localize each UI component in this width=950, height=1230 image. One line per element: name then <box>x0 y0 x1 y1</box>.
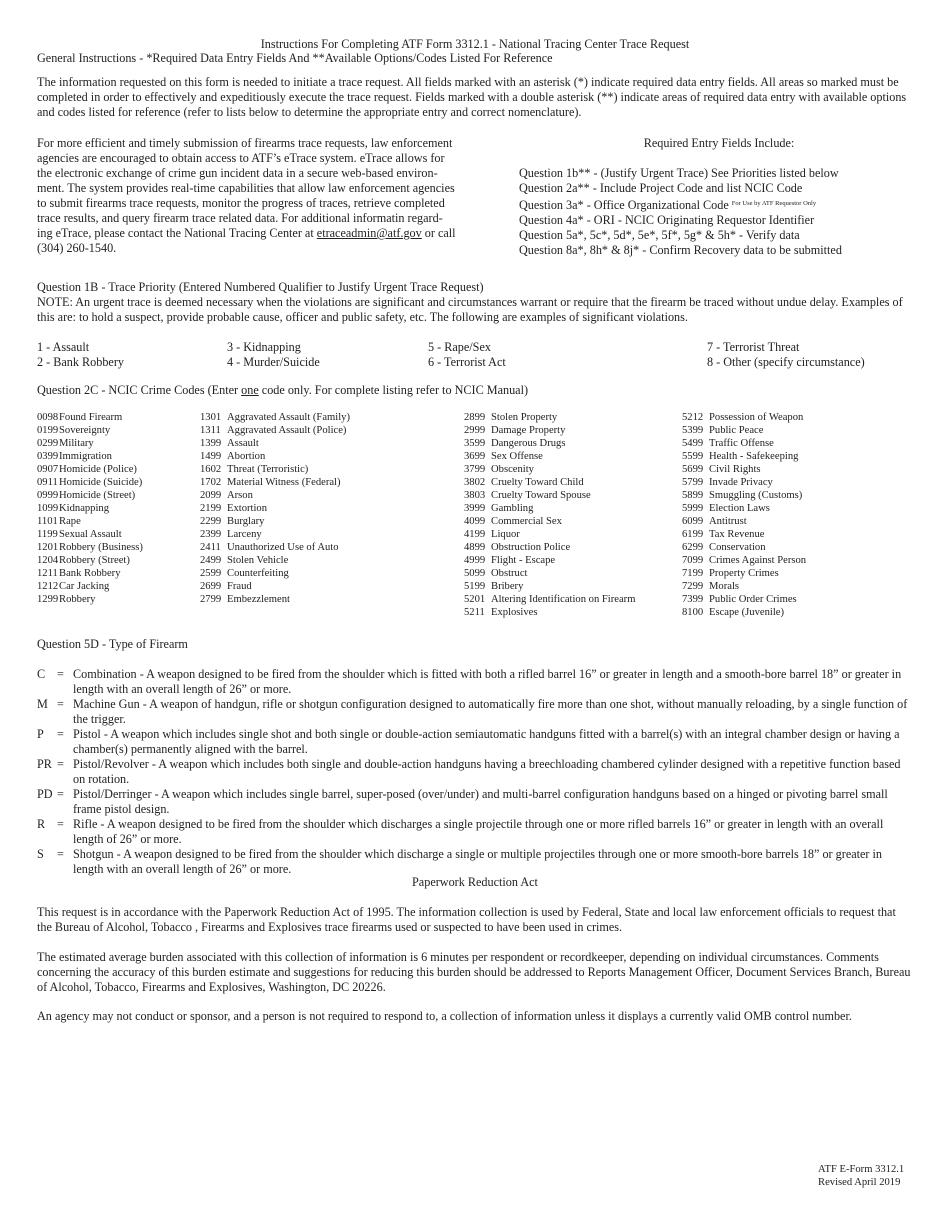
ncic-code-description: Counterfeiting <box>227 568 289 579</box>
ncic-code-description: Extortion <box>227 503 268 514</box>
intro-paragraph: The information requested on this form is needed to initiate a trace request. All fields marked with an asterisk (*) indicate required data entry fields. All areas so marked must be completed in order to effectively and expeditiously execute the trace request. Fields marked with a double asterisk (**) indicate areas of required data entry with available options and codes listed for reference (refer to lists below to determine the appropriate entry and correct nomenclature). <box>37 75 907 119</box>
ncic-code-description: Possession of Weapon <box>709 412 804 423</box>
ncic-code-number: 2411 <box>200 542 221 553</box>
ncic-code-description: Damage Property <box>491 425 566 436</box>
ncic-code-description: Commercial Sex <box>491 516 562 527</box>
ncic-code-row <box>682 502 806 515</box>
ncic-code-description: Embezzlement <box>227 594 290 605</box>
ncic-code-description: Stolen Vehicle <box>227 555 289 566</box>
ncic-code-number: 5099 <box>464 568 486 579</box>
priority-column <box>428 340 506 370</box>
ncic-code-row <box>37 411 143 424</box>
ncic-code-number: 1301 <box>200 412 222 423</box>
ncic-code-description: Arson <box>227 490 253 501</box>
omb-paragraph: An agency may not conduct or sponsor, and a person is not required to respond to, a collection of information unless it displays a currently valid OMB control number. <box>37 1009 852 1023</box>
ncic-code-number: 7199 <box>682 568 704 579</box>
firearm-type-equals: = <box>57 787 64 801</box>
required-field-item: Question 8a*, 8h* & 8j* - Confirm Recovery data to be submitted <box>519 243 842 257</box>
ncic-code-number: 5399 <box>682 425 704 436</box>
firearm-type-equals: = <box>57 727 64 741</box>
priority-item: 4 - Murder/Suicide <box>227 355 320 369</box>
firearm-type-equals: = <box>57 697 64 711</box>
priority-item: 8 - Other (specify circumstance) <box>707 355 865 369</box>
ncic-code-number: 0098 <box>37 412 59 423</box>
ncic-heading-text: code only. For complete listing refer to NCIC Manual) <box>258 383 529 397</box>
ncic-code-number: 7299 <box>682 581 704 592</box>
firearm-type-code: C <box>37 667 46 681</box>
ncic-code-number: 1602 <box>200 464 222 475</box>
firearm-type-code: R <box>37 817 46 831</box>
burden-paragraph: The estimated average burden associated with this collection of information is 6 minutes per respondent or recordkeeper, depending on individual circumstances. Comments concerning the accuracy of this burden estimate and suggestions for reducing this burden should be addressed to Reports Management Officer, Document Services Branch, Bureau of Alcohol, Tobacco, Firearms and Explosives, Washington, DC 20226. <box>37 950 911 994</box>
ncic-code-column <box>464 411 635 619</box>
ncic-code-description: Sex Offense <box>491 451 543 462</box>
etrace-call-text: or call <box>421 226 456 240</box>
ncic-code-number: 1299 <box>37 594 59 605</box>
ncic-code-description: Aggravated Assault (Family) <box>227 412 350 423</box>
paperwork-reduction-title: Paperwork Reduction Act <box>412 875 538 889</box>
firearm-type-code-cell <box>37 727 71 742</box>
ncic-code-row <box>682 554 806 567</box>
firearm-type-heading: Question 5D - Type of Firearm <box>37 637 188 651</box>
priority-column <box>707 340 865 370</box>
firearm-type-description: Machine Gun - A weapon of handgun, rifle or shotgun configuration designed to automatically fire more than one shot, without manually reloading, by a single function of the trigger. <box>73 697 908 726</box>
ncic-code-row <box>464 476 635 489</box>
ncic-code-description: Antitrust <box>709 516 747 527</box>
firearm-type-code: M <box>37 697 48 711</box>
ncic-code-row <box>37 515 143 528</box>
required-field-item: Question 2a** - Include Project Code and list NCIC Code <box>519 181 803 195</box>
ncic-heading-text: Question 2C - NCIC Crime Codes (Enter <box>37 383 242 397</box>
ncic-code-description: Abortion <box>227 451 266 462</box>
firearm-type-description: Pistol/Revolver - A weapon which includes both single and double-action handguns having a breechloading chambered cylinder designed with a repetitive function based on rotation. <box>73 757 901 786</box>
ncic-code-row <box>682 528 806 541</box>
etrace-email-link[interactable]: etraceadmin@atf.gov <box>316 226 422 240</box>
ncic-code-column <box>200 411 350 606</box>
ncic-code-number: 4099 <box>464 516 486 527</box>
ncic-code-row <box>37 450 143 463</box>
ncic-code-row <box>37 541 143 554</box>
etrace-phone: (304) 260-1540. <box>37 241 117 255</box>
ncic-code-number: 2499 <box>200 555 222 566</box>
ncic-code-row <box>37 567 143 580</box>
etrace-line <box>37 226 471 241</box>
ncic-code-number: 1099 <box>37 503 59 514</box>
ncic-code-description: Stolen Property <box>491 412 558 423</box>
firearm-type-list <box>37 667 913 877</box>
ncic-code-row <box>200 541 350 554</box>
trace-priority-heading: Question 1B - Trace Priority (Entered Numbered Qualifier to Justify Urgent Trace Request) <box>37 280 484 294</box>
etrace-line: agencies are encouraged to obtain access to ATF’s eTrace system. eTrace allows for <box>37 151 445 165</box>
firearm-type-code-cell <box>37 847 71 862</box>
trace-priority-note: NOTE: An urgent trace is deemed necessary when the violations are significant and circumstances warrant or require that the firearm be traced without undue delay. Examples of this are: to hold a suspect, provide probable cause, officer and public safety, etc. The following are examples of significant violations. <box>37 295 903 324</box>
ncic-code-row <box>682 567 806 580</box>
ncic-code-description: Unauthorized Use of Auto <box>227 542 339 553</box>
ncic-code-row <box>464 606 635 619</box>
ncic-code-description: Crimes Against Person <box>709 555 807 566</box>
ncic-code-row <box>682 541 806 554</box>
ncic-code-row <box>200 463 350 476</box>
ncic-code-number: 5212 <box>682 412 704 423</box>
ncic-code-number: 1204 <box>37 555 59 566</box>
ncic-code-description: Bribery <box>491 581 524 592</box>
ncic-code-row <box>464 437 635 450</box>
ncic-code-number: 4199 <box>464 529 486 540</box>
ncic-code-description: Public Order Crimes <box>709 594 797 605</box>
required-field-item: Question 1b** - (Justify Urgent Trace) See Priorities listed below <box>519 166 839 180</box>
required-field-item: Question 4a* - ORI - NCIC Originating Requestor Identifier <box>519 213 815 227</box>
ncic-code-number: 6099 <box>682 516 704 527</box>
trace-priority-section <box>37 280 913 325</box>
firearm-type-item <box>37 817 913 847</box>
ncic-code-description: Aggravated Assault (Police) <box>227 425 347 436</box>
firearm-type-code: S <box>37 847 44 861</box>
ncic-code-description: Burglary <box>227 516 265 527</box>
ncic-code-number: 5201 <box>464 594 486 605</box>
ncic-code-row <box>682 580 806 593</box>
ncic-code-row <box>682 515 806 528</box>
ncic-code-number: 1101 <box>37 516 58 527</box>
required-fields-title: Required Entry Fields Include: <box>643 136 795 150</box>
ncic-code-number: 3802 <box>464 477 486 488</box>
priority-item: 3 - Kidnapping <box>227 340 301 354</box>
etrace-contact-text: ing eTrace, please contact the National Tracing Center at <box>37 226 317 240</box>
ncic-code-row <box>200 411 350 424</box>
etrace-line: to submit firearms trace requests, monitor the progress of traces, retrieve completed <box>37 196 445 210</box>
ncic-code-number: 3999 <box>464 503 486 514</box>
ncic-code-number: 8100 <box>682 607 704 618</box>
ncic-code-row <box>464 489 635 502</box>
etrace-line: the electronic exchange of crime gun incident data in a secure web-based environ- <box>37 166 438 180</box>
ncic-code-number: 5499 <box>682 438 704 449</box>
ncic-code-description: Dangerous Drugs <box>491 438 566 449</box>
ncic-code-row <box>200 424 350 437</box>
ncic-code-description: Sexual Assault <box>59 529 122 540</box>
ncic-code-row <box>37 528 143 541</box>
ncic-code-description: Robbery (Business) <box>59 542 143 553</box>
ncic-code-number: 2399 <box>200 529 222 540</box>
ncic-code-description: Fraud <box>227 581 252 592</box>
ncic-code-description: Bank Robbery <box>59 568 121 579</box>
ncic-code-description: Car Jacking <box>59 581 110 592</box>
ncic-code-description: Conservation <box>709 542 766 553</box>
ncic-code-description: Found Firearm <box>59 412 123 423</box>
firearm-type-item <box>37 697 913 727</box>
firearm-type-code-cell <box>37 787 71 802</box>
firearm-type-code-cell <box>37 697 71 712</box>
ncic-code-description: Obstruct <box>491 568 528 579</box>
ncic-code-row <box>464 593 635 606</box>
priority-item: 2 - Bank Robbery <box>37 355 124 369</box>
ncic-code-number: 3599 <box>464 438 486 449</box>
ncic-code-row <box>200 476 350 489</box>
ncic-code-number: 1212 <box>37 581 59 592</box>
ncic-code-row <box>200 450 350 463</box>
ncic-code-number: 4899 <box>464 542 486 553</box>
ncic-code-description: Obstruction Police <box>491 542 571 553</box>
ncic-code-row <box>37 580 143 593</box>
ncic-code-number: 2099 <box>200 490 222 501</box>
ncic-code-row <box>37 593 143 606</box>
ncic-code-row <box>200 489 350 502</box>
firearm-type-description: Rifle - A weapon designed to be fired from the shoulder which discharges a single projectile through one or more rifled barrels 16” or greater in length with an overall length of 26” or more. <box>73 817 884 846</box>
etrace-line: For more efficient and timely submission of firearms trace requests, law enforcement <box>37 136 453 150</box>
ncic-code-description: Explosives <box>491 607 538 618</box>
ncic-code-number: 5999 <box>682 503 704 514</box>
ncic-code-row <box>464 450 635 463</box>
ncic-code-number: 2899 <box>464 412 486 423</box>
form-footer <box>818 1163 904 1189</box>
ncic-code-row <box>37 502 143 515</box>
priority-item: 7 - Terrorist Threat <box>707 340 800 354</box>
ncic-code-description: Threat (Terroristic) <box>227 464 309 475</box>
ncic-code-description: Robbery <box>59 594 96 605</box>
firearm-type-code-cell <box>37 817 71 832</box>
firearm-type-description: Pistol - A weapon which includes single shot and both single or double-action semiautomatic handguns fitted with a barrel(s) with an integral chamber design or having a chamber(s) permanently aligned with the barrel. <box>73 727 900 756</box>
page-title: Instructions For Completing ATF Form 3312.1 - National Tracing Center Trace Request <box>260 37 690 51</box>
firearm-type-code: P <box>37 727 44 741</box>
priority-column <box>37 340 124 370</box>
required-field-q3a-note: For Use by ATF Requestor Only <box>731 200 817 207</box>
ncic-code-number: 1399 <box>200 438 222 449</box>
etrace-line: ment. The system provides real-time capabilities that allow law enforcement agencies <box>37 181 455 195</box>
ncic-code-number: 0299 <box>37 438 59 449</box>
ncic-code-number: 6299 <box>682 542 704 553</box>
ncic-code-number: 3803 <box>464 490 486 501</box>
ncic-code-column <box>682 411 806 619</box>
etrace-paragraph <box>37 136 471 256</box>
firearm-type-item <box>37 667 913 697</box>
form-revision: Revised April 2019 <box>818 1177 901 1188</box>
firearm-type-description: Shotgun - A weapon designed to be fired from the shoulder which discharge a single or multiple projectiles through one or more smooth-bore barrels 18” or greater in length with an overall length of 26” or more. <box>73 847 883 876</box>
required-fields-box <box>519 136 919 258</box>
ncic-code-number: 5211 <box>464 607 485 618</box>
ncic-code-row <box>682 606 806 619</box>
ncic-code-number: 5199 <box>464 581 486 592</box>
ncic-code-row <box>200 528 350 541</box>
ncic-code-description: Military <box>59 438 94 449</box>
ncic-code-description: Election Laws <box>709 503 770 514</box>
ncic-code-description: Kidnapping <box>59 503 110 514</box>
form-number: ATF E-Form 3312.1 <box>818 1164 905 1175</box>
ncic-code-description: Property Crimes <box>709 568 779 579</box>
required-field-item <box>519 196 919 213</box>
ncic-code-row <box>464 424 635 437</box>
etrace-line: trace results, and query firearm trace related data. For additional informatin regard- <box>37 211 443 225</box>
ncic-code-description: Flight - Escape <box>491 555 556 566</box>
ncic-code-row <box>682 411 806 424</box>
ncic-code-column <box>37 411 143 606</box>
ncic-code-number: 3699 <box>464 451 486 462</box>
priority-item: 5 - Rape/Sex <box>428 340 491 354</box>
ncic-code-row <box>464 528 635 541</box>
firearm-type-description: Pistol/Derringer - A weapon which includes single barrel, super-posed (over/under) and multi-barrel configuration handguns based on a hinged or pivoting barrel small frame pistol design. <box>73 787 888 816</box>
ncic-code-description: Larceny <box>227 529 262 540</box>
ncic-code-description: Robbery (Street) <box>59 555 130 566</box>
ncic-code-row <box>200 437 350 450</box>
ncic-code-number: 2299 <box>200 516 222 527</box>
ncic-code-number: 2699 <box>200 581 222 592</box>
ncic-code-row <box>200 502 350 515</box>
ncic-code-description: Traffic Offense <box>709 438 774 449</box>
ncic-code-number: 2199 <box>200 503 222 514</box>
ncic-code-number: 4999 <box>464 555 486 566</box>
ncic-code-description: Altering Identification on Firearm <box>491 594 636 605</box>
ncic-code-number: 7099 <box>682 555 704 566</box>
ncic-code-row <box>464 567 635 580</box>
ncic-code-number: 1199 <box>37 529 58 540</box>
ncic-code-description: Sovereignty <box>59 425 111 436</box>
ncic-code-number: 1201 <box>37 542 59 553</box>
ncic-code-number: 5599 <box>682 451 704 462</box>
ncic-code-description: Assault <box>227 438 259 449</box>
ncic-code-number: 6199 <box>682 529 704 540</box>
ncic-code-row <box>464 541 635 554</box>
firearm-type-item <box>37 847 913 877</box>
ncic-code-description: Cruelty Toward Spouse <box>491 490 591 501</box>
ncic-code-row <box>464 411 635 424</box>
ncic-code-description: Liquor <box>491 529 520 540</box>
ncic-code-row <box>682 593 806 606</box>
ncic-code-row <box>200 580 350 593</box>
ncic-code-number: 2799 <box>200 594 222 605</box>
ncic-code-number: 7399 <box>682 594 704 605</box>
ncic-code-description: Material Witness (Federal) <box>227 477 341 488</box>
ncic-code-row <box>37 489 143 502</box>
firearm-type-code: PD <box>37 787 53 801</box>
ncic-code-number: 2599 <box>200 568 222 579</box>
ncic-code-description: Invade Privacy <box>709 477 773 488</box>
required-field-q3a: Question 3a* - Office Organizational Code <box>519 198 729 212</box>
priority-column <box>227 340 320 370</box>
ncic-code-row <box>682 463 806 476</box>
ncic-code-number: 0399 <box>37 451 59 462</box>
ncic-code-description: Smuggling (Customs) <box>709 490 803 501</box>
ncic-code-description: Immigration <box>59 451 112 462</box>
ncic-code-row <box>37 554 143 567</box>
ncic-code-number: 5799 <box>682 477 704 488</box>
ncic-code-description: Health - Safekeeping <box>709 451 799 462</box>
ncic-code-number: 2999 <box>464 425 486 436</box>
ncic-code-number: 1702 <box>200 477 222 488</box>
paperwork-paragraph: This request is in accordance with the Paperwork Reduction Act of 1995. The information collection is used by Federal, State and local law enforcement officials to request that the Bureau of Alcohol, Tobacco , Firearms and Explosives trace firearms used or suspected to have been used in crimes. <box>37 905 896 934</box>
ncic-code-number: 1311 <box>200 425 221 436</box>
ncic-code-number: 0199 <box>37 425 59 436</box>
ncic-code-row <box>37 463 143 476</box>
ncic-code-number: 0911 <box>37 477 58 488</box>
ncic-code-row <box>464 580 635 593</box>
general-instructions-heading: General Instructions - *Required Data Entry Fields And **Available Options/Codes Listed For Reference <box>37 51 553 65</box>
firearm-type-code-cell <box>37 757 71 772</box>
ncic-code-row <box>682 424 806 437</box>
ncic-code-number: 0999 <box>37 490 59 501</box>
ncic-code-number: 1211 <box>37 568 58 579</box>
ncic-code-description: Morals <box>709 581 740 592</box>
ncic-code-description: Rape <box>59 516 81 527</box>
firearm-type-equals: = <box>57 667 64 681</box>
firearm-type-item <box>37 757 913 787</box>
firearm-type-description: Combination - A weapon designed to be fired from the shoulder which is fitted with both a rifled barrel 16” or greater in length and a smooth-bore barrel 18” or greater in length with an overall length of 26” or more. <box>73 667 902 696</box>
ncic-code-description: Tax Revenue <box>709 529 765 540</box>
ncic-code-number: 1499 <box>200 451 222 462</box>
ncic-code-row <box>682 489 806 502</box>
ncic-heading <box>37 383 528 398</box>
required-field-item: Question 5a*, 5c*, 5d*, 5e*, 5f*, 5g* & 5h* - Verify data <box>519 228 800 242</box>
firearm-type-equals: = <box>57 817 64 831</box>
ncic-code-description: Gambling <box>491 503 534 514</box>
ncic-code-row <box>200 515 350 528</box>
ncic-code-row <box>464 554 635 567</box>
ncic-code-description: Cruelty Toward Child <box>491 477 584 488</box>
ncic-code-row <box>464 502 635 515</box>
ncic-code-row <box>682 437 806 450</box>
firearm-type-equals: = <box>57 847 64 861</box>
ncic-code-description: Escape (Juvenile) <box>709 607 785 618</box>
ncic-code-number: 0907 <box>37 464 59 475</box>
ncic-code-row <box>200 567 350 580</box>
ncic-code-row <box>682 450 806 463</box>
ncic-code-row <box>37 476 143 489</box>
ncic-code-description: Homicide (Suicide) <box>59 477 143 488</box>
priority-item: 1 - Assault <box>37 340 90 354</box>
ncic-code-description: Homicide (Street) <box>59 490 136 501</box>
ncic-code-row <box>464 515 635 528</box>
ncic-code-description: Civil Rights <box>709 464 761 475</box>
ncic-code-row <box>37 424 143 437</box>
firearm-type-equals: = <box>57 757 64 771</box>
firearm-type-code-cell <box>37 667 71 682</box>
ncic-code-number: 5899 <box>682 490 704 501</box>
ncic-code-description: Obscenity <box>491 464 534 475</box>
ncic-code-number: 3799 <box>464 464 486 475</box>
ncic-heading-one: one <box>241 383 259 397</box>
priority-item: 6 - Terrorist Act <box>428 355 506 369</box>
ncic-code-row <box>464 463 635 476</box>
ncic-code-number: 5699 <box>682 464 704 475</box>
ncic-code-description: Public Peace <box>709 425 764 436</box>
ncic-code-description: Homicide (Police) <box>59 464 137 475</box>
ncic-code-row <box>682 476 806 489</box>
firearm-type-item <box>37 727 913 757</box>
firearm-type-item <box>37 787 913 817</box>
firearm-type-code: PR <box>37 757 52 771</box>
ncic-code-row <box>37 437 143 450</box>
ncic-code-row <box>200 593 350 606</box>
ncic-code-row <box>200 554 350 567</box>
